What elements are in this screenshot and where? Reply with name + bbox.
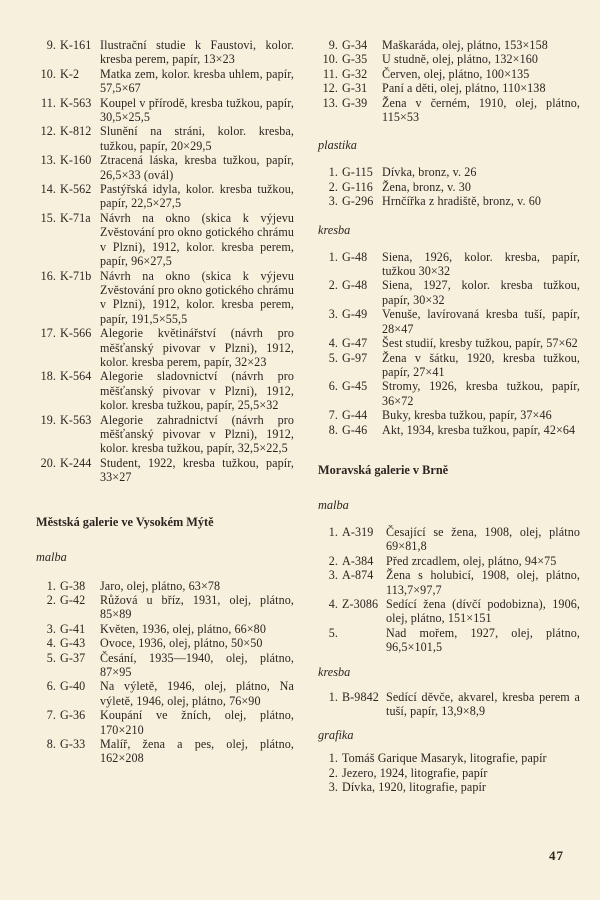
entry-description: Česající se žena, 1908, olej, plátno 69×81,8 [386,524,580,554]
catalog-entry [318,81,580,95]
entry-number: 4. [46,636,56,651]
catalog-entry [318,408,580,422]
inventory-code: K-160 [60,153,92,168]
catalog-entry [36,622,294,636]
inventory-code: G-38 [60,578,86,593]
catalog-entry [318,278,580,307]
inventory-code: G-33 [60,737,86,752]
entry-number: 10. [40,66,56,81]
inventory-code: G-34 [342,38,368,52]
entry-number: 11. [323,66,338,81]
right-column [318,38,580,795]
catalog-entry [318,96,580,125]
catalog-entry [36,737,294,766]
entry-description: Růžová u bříz, 1931, olej, plátno, 85×89 [100,593,294,622]
catalog-entry [36,269,294,327]
entry-description: Návrh na okno (skica k výjevu Zvěstování pro okno gotického chrámu v Plzni), 1912, kolor. kresba perem, papír, 191,5×55,5 [100,268,294,326]
catalog-entry [36,579,294,593]
inventory-code: G-47 [342,336,368,351]
inventory-code: B-9842 [342,689,379,704]
entry-description: Červen, olej, plátno, 100×135 [382,66,530,81]
inventory-code: G-46 [342,422,368,437]
entry-number: 6. [328,379,338,394]
entry-description: Koupel v přírodě, kresba tužkou, papír, 30,5×25,5 [100,95,294,125]
catalog-entry [318,554,580,568]
entry-number: 3. [328,568,338,583]
catalog-entry [36,456,294,485]
entry-description: Žena v černém, 1910, olej, plátno, 115×53 [382,95,580,125]
inventory-code [342,626,382,655]
catalog-entry [318,307,580,336]
catalog-entry [36,636,294,650]
catalog-entry [318,379,580,408]
catalog-entry [36,124,294,153]
entry-number: 2. [328,765,338,780]
inventory-code: G-31 [342,81,368,96]
catalog-entry [318,52,580,66]
entry-number: 18. [40,369,56,384]
catalog-entry [36,369,294,412]
entry-description: Na výletě, 1946, olej, plátno, Na výletě, 1946, olej, plátno, 76×90 [100,679,294,708]
inventory-code: G-36 [60,708,86,723]
inventory-code: G-48 [342,249,368,264]
inventory-code: G-37 [60,650,86,665]
inventory-code: G-39 [342,95,368,110]
entry-description: Akt, 1934, kresba tužkou, papír, 42×64 [382,422,576,437]
entry-description: Květen, 1936, olej, plátno, 66×80 [100,621,266,636]
subheading-malba: malba [36,549,67,564]
entry-description: Návrh na okno (skica k výjevu Zvěstování pro okno gotického chrámu v Plzni), 1912, kolor. kresba perem, papír, 96×27,5 [100,210,294,269]
entry-number: 3. [328,194,338,209]
subheading-kresba: kresba [318,222,351,237]
entry-description: Česání, 1935—1940, olej, plátno, 87×95 [100,650,294,680]
inventory-code: K-566 [60,326,92,341]
entry-description: Slunění na stráni, kolor. kresba, tužkou, papír, 20×29,5 [100,124,294,153]
entry-description: Dívka, bronz, v. 26 [382,165,477,180]
entry-number: 13. [322,95,338,110]
entry-number: 10. [322,52,338,67]
entry-number: 1. [328,249,338,264]
entry-description: Pastýřská idyla, kolor. kresba tužkou, papír, 22,5×27,5 [100,182,294,211]
entry-number: 5. [46,650,56,665]
entry-description: Stromy, 1926, kresba tužkou, papír, 36×72 [382,379,580,408]
inventory-code: K-71b [60,268,92,283]
entry-description: Žena, bronz, v. 30 [382,179,472,194]
inventory-code: Z-3086 [342,596,379,611]
entry-description: Alegorie květinářství (návrh pro měšťanský pivovar v Plzni), 1912, kolor. kresba perem, papír, 32×23 [100,326,294,369]
entry-number: 12. [322,81,338,96]
entry-description: Před zrcadlem, olej, plátno, 94×75 [386,553,557,568]
catalog-entry [36,679,294,708]
catalog-entry [36,593,294,622]
gallery-title: Moravská galerie v Brně [318,462,449,477]
inventory-code: G-41 [60,621,86,636]
entry-description: Nad mořem, 1927, olej, plátno, 96,5×101,5 [386,625,580,655]
catalog-entry [318,766,580,780]
catalog-entry [36,96,294,125]
entry-description: Žena s holubicí, 1908, olej, plátno, 113,7×97,7 [386,568,580,597]
entry-number: 9. [328,38,338,52]
entry-number: 5. [328,625,338,640]
page-number: 47 [549,848,564,863]
inventory-code: K-2 [60,66,80,81]
entry-number: 8. [328,422,338,437]
entry-number: 6. [46,679,56,694]
entry-number: 15. [40,210,56,225]
catalog-entry [318,423,580,437]
entry-description: Matka zem, kolor. kresba uhlem, papír, 57,5×67 [100,66,294,96]
subheading-kresba: kresba [318,664,351,679]
entry-number: 1. [46,578,56,593]
entry-number: 9. [46,38,56,52]
inventory-code: A-319 [342,524,374,539]
catalog-entry [318,525,580,554]
inventory-code: K-244 [60,455,92,470]
entry-number: 16. [40,268,56,283]
inventory-code: K-71a [60,210,91,225]
inventory-code: G-35 [342,52,368,67]
entry-description: Žena v šátku, 1920, kresba tužkou, papír, 27×41 [382,350,580,379]
catalog-entry [36,413,294,456]
entry-number: 3. [46,621,56,636]
catalog-entry [318,194,580,208]
entry-description: Maškaráda, olej, plátno, 153×158 [382,38,548,52]
catalog-entry [318,690,580,719]
inventory-code: K-812 [60,124,92,139]
inventory-code: G-115 [342,165,373,180]
inventory-code: K-563 [60,412,92,427]
entry-number: 17. [40,326,56,341]
entry-description: Siena, 1927, kolor. kresba tužkou, papír, 30×32 [382,278,580,307]
gallery-title: Městská galerie ve Vysokém Mýtě [36,514,214,529]
catalog-entry [36,708,294,737]
inventory-code: K-563 [60,95,92,110]
entry-number: 13. [40,153,56,168]
catalog-entry [318,336,580,350]
entry-number: 4. [328,336,338,351]
entry-description: Šest studií, kresby tužkou, papír, 57×62 [382,336,578,351]
catalog-entry [318,751,580,765]
entry-description: Sedící žena (dívčí podobizna), 1906, olej, plátno, 151×151 [386,596,580,626]
entry-number: 1. [328,165,338,180]
catalog-entry [318,626,580,655]
catalog-entry [318,597,580,626]
entry-description: Koupání ve žních, olej, plátno, 170×210 [100,708,294,737]
catalog-entry [36,651,294,680]
inventory-code: G-40 [60,679,86,694]
entry-description: Alegorie sladovnictví (návrh pro měšťanský pivovar v Plzni), 1912, kolor. kresba tužkou, papír, 25,5×32 [100,369,294,413]
catalog-entry [36,153,294,182]
catalog-entry [318,38,580,52]
inventory-code: G-97 [342,350,368,365]
entry-description: Jezero, 1924, litografie, papír [342,765,488,780]
catalog-entry [318,165,580,179]
entry-number: 19. [40,412,56,427]
entry-number: 11. [41,95,56,110]
inventory-code: G-116 [342,179,373,194]
catalog-entry [36,326,294,369]
entry-number: 2. [46,593,56,607]
inventory-code: G-296 [342,194,374,209]
inventory-code: G-45 [342,379,368,394]
catalog-entry [36,211,294,269]
entry-number: 2. [328,553,338,568]
catalog-entry [318,568,580,597]
catalog-entry [318,250,580,279]
entry-description: Student, 1922, kresba tužkou, papír, 33×27 [100,455,294,485]
catalog-entry [36,182,294,211]
inventory-code: G-44 [342,408,368,423]
entry-number: 7. [46,708,56,723]
catalog-entry [318,67,580,81]
inventory-code: K-161 [60,38,92,52]
entry-number: 1. [328,751,338,766]
inventory-code: A-384 [342,553,374,568]
inventory-code: K-564 [60,369,92,384]
entry-description: Paní a děti, olej, plátno, 110×138 [382,81,546,96]
entry-description: Venuše, lavírovaná kresba tuší, papír, 28×47 [382,307,580,336]
catalog-entry [36,38,294,67]
catalog-entry [318,780,580,794]
entry-number: 2. [328,278,338,293]
catalog-entry [36,67,294,96]
entry-description: Hrnčířka z hradiště, bronz, v. 60 [382,194,542,209]
entry-number: 20. [40,455,56,470]
entry-description: Alegorie zahradnictví (návrh pro měšťanský pivovar v Plzni), 1912, kolor. kresba tužkou, papír, 32,5×22,5 [100,412,294,456]
inventory-code: G-32 [342,66,368,81]
entry-description: Siena, 1926, kolor. kresba, papír, tužkou 30×32 [382,249,580,279]
entry-number: 5. [328,350,338,365]
subheading-malba: malba [318,497,349,512]
entry-description: Ovoce, 1936, olej, plátno, 50×50 [100,636,263,651]
catalog-entry [318,180,580,194]
inventory-code: G-49 [342,307,368,322]
entry-number: 2. [328,179,338,194]
subheading-plastika: plastika [318,138,357,153]
entry-number: 7. [328,408,338,423]
inventory-code: G-48 [342,278,368,293]
entry-number: 1. [328,524,338,539]
entry-number: 12. [40,124,56,139]
entry-number: 1. [328,689,338,704]
entry-description: Ilustrační studie k Faustovi, kolor. kresba perem, papír, 13×23 [100,38,294,67]
entry-description: Jaro, olej, plátno, 63×78 [100,578,221,593]
inventory-code: K-562 [60,182,92,197]
entry-description: Sedící děvče, akvarel, kresba perem a tuší, papír, 13,9×8,9 [386,689,580,718]
inventory-code: A-874 [342,568,374,583]
left-column [36,38,294,766]
entry-number: 14. [40,182,56,197]
subheading-grafika: grafika [318,728,354,743]
entry-number: 3. [328,307,338,322]
entry-description: Ztracená láska, kresba tužkou, papír, 26,5×33 (ovál) [100,153,294,182]
inventory-code: G-43 [60,636,86,651]
entry-number: 4. [328,596,338,611]
entry-description: Dívka, 1920, litografie, papír [342,780,487,795]
entry-description: Buky, kresba tužkou, papír, 37×46 [382,408,552,423]
entry-number: 3. [328,780,338,795]
entry-number: 8. [46,737,56,752]
entry-description: Malíř, žena a pes, olej, plátno, 162×208 [100,737,294,766]
entry-description: U studně, olej, plátno, 132×160 [382,52,539,67]
entry-description: Tomáš Garique Masaryk, litografie, papír [342,751,547,766]
catalog-entry [318,351,580,380]
inventory-code: G-42 [60,593,86,607]
